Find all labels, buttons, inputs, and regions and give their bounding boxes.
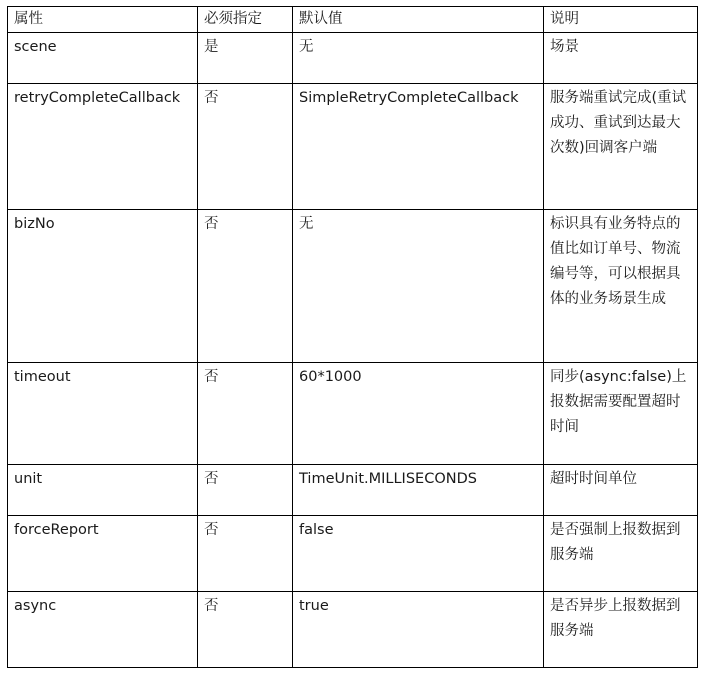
parameters-table <box>7 6 698 668</box>
cell-default: TimeUnit.MILLISECONDS <box>293 465 544 516</box>
cell-attribute: unit <box>8 465 198 516</box>
cell-default: 无 <box>293 210 544 363</box>
cell-attribute: bizNo <box>8 210 198 363</box>
table-row <box>8 33 698 84</box>
table-row <box>8 465 698 516</box>
cell-required: 否 <box>198 592 293 668</box>
cell-description: 是否异步上报数据到服务端 <box>544 592 698 668</box>
cell-description: 标识具有业务特点的值比如订单号、物流编号等，可以根据具体的业务场景生成 <box>544 210 698 363</box>
cell-default: 60*1000 <box>293 363 544 465</box>
cell-default: false <box>293 516 544 592</box>
cell-default: true <box>293 592 544 668</box>
column-header-required: 必须指定 <box>198 7 293 33</box>
table-row <box>8 516 698 592</box>
table-row <box>8 84 698 210</box>
table-row <box>8 210 698 363</box>
cell-attribute: timeout <box>8 363 198 465</box>
table-row <box>8 363 698 465</box>
cell-description: 同步(async:false)上报数据需要配置超时时间 <box>544 363 698 465</box>
column-header-attribute: 属性 <box>8 7 198 33</box>
cell-description: 是否强制上报数据到服务端 <box>544 516 698 592</box>
cell-required: 否 <box>198 465 293 516</box>
cell-attribute: forceReport <box>8 516 198 592</box>
cell-required: 否 <box>198 516 293 592</box>
table-row <box>8 592 698 668</box>
cell-description: 服务端重试完成(重试成功、重试到达最大次数)回调客户端 <box>544 84 698 210</box>
cell-required: 否 <box>198 84 293 210</box>
cell-attribute: retryCompleteCallback <box>8 84 198 210</box>
cell-default: 无 <box>293 33 544 84</box>
cell-required: 是 <box>198 33 293 84</box>
cell-required: 否 <box>198 210 293 363</box>
cell-attribute: async <box>8 592 198 668</box>
cell-attribute: scene <box>8 33 198 84</box>
cell-default: SimpleRetryCompleteCallback <box>293 84 544 210</box>
column-header-description: 说明 <box>544 7 698 33</box>
cell-description: 场景 <box>544 33 698 84</box>
column-header-default-value: 默认值 <box>293 7 544 33</box>
table-header-row <box>8 7 698 33</box>
cell-required: 否 <box>198 363 293 465</box>
cell-description: 超时时间单位 <box>544 465 698 516</box>
